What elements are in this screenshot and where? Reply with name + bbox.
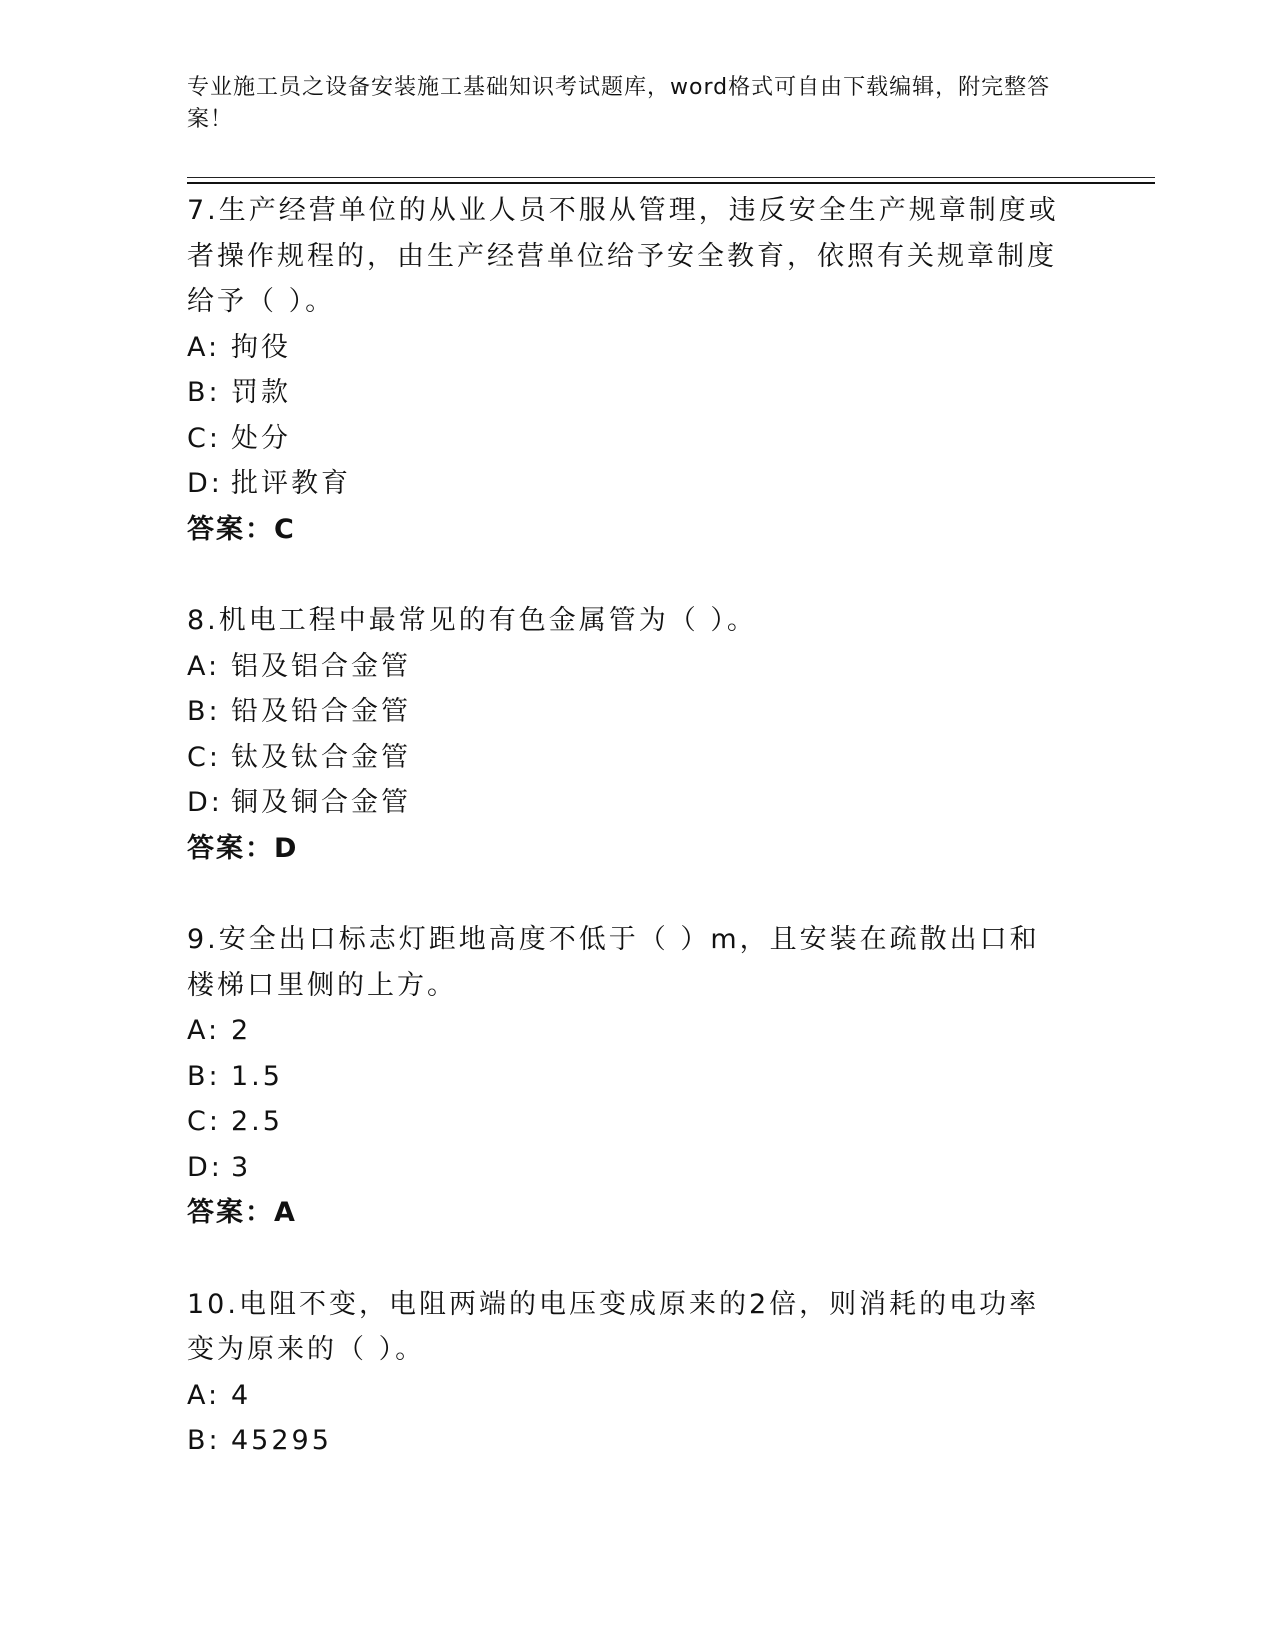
option-key: C: — [187, 741, 221, 773]
question-list — [187, 188, 1067, 1510]
option-d — [187, 461, 1067, 507]
option-key: B: — [187, 1425, 221, 1456]
option-value: 罚款 — [231, 377, 291, 408]
option-c — [187, 416, 1067, 462]
header-divider-thick — [187, 182, 1155, 184]
answer-value: D — [274, 832, 299, 864]
option-key: D: — [187, 468, 223, 499]
option-c — [187, 1099, 1067, 1145]
header-text: 专业施工员之设备安装施工基础知识考试题库，word格式可自由下载编辑，附完整答案！ — [187, 75, 1051, 132]
question-text: 9.安全出口标志灯距地高度不低于（ ）m，且安装在疏散出口和楼梯口里侧的上方。 — [187, 924, 1040, 1001]
option-a — [187, 325, 1067, 371]
option-value: 45295 — [231, 1425, 332, 1456]
option-key: D: — [187, 1151, 223, 1183]
document-header — [187, 72, 1067, 136]
answer-label: 答案： — [187, 832, 274, 864]
option-value: 铝及铝合金管 — [231, 650, 411, 682]
option-a — [187, 1373, 1067, 1419]
option-value: 拘役 — [231, 331, 291, 363]
question-text: 10.电阻不变，电阻两端的电压变成原来的2倍，则消耗的电功率变为原来的（ ）。 — [187, 1288, 1040, 1365]
answer-line — [187, 826, 1067, 872]
question-8 — [187, 598, 1067, 871]
option-key: B: — [187, 377, 221, 408]
option-d — [187, 780, 1067, 826]
option-b — [187, 1418, 1067, 1464]
question-text: 8.机电工程中最常见的有色金属管为（ ）。 — [187, 605, 757, 636]
option-a — [187, 644, 1067, 690]
option-key: A: — [187, 1379, 221, 1411]
option-c — [187, 735, 1067, 781]
answer-line — [187, 507, 1067, 553]
option-value: 钛及钛合金管 — [231, 741, 411, 773]
option-value: 处分 — [231, 422, 291, 454]
question-7 — [187, 188, 1067, 552]
answer-label: 答案： — [187, 1197, 274, 1228]
option-b — [187, 689, 1067, 735]
option-value: 4 — [231, 1379, 252, 1411]
option-b — [187, 1054, 1067, 1100]
option-key: C: — [187, 422, 221, 454]
option-key: C: — [187, 1106, 221, 1137]
option-value: 1.5 — [231, 1060, 283, 1092]
answer-label: 答案： — [187, 513, 274, 545]
question-9 — [187, 917, 1067, 1236]
question-text: 7.生产经营单位的从业人员不服从管理，违反安全生产规章制度或者操作规程的，由生产经营单位给予安全教育，依照有关规章制度给予（ ）。 — [187, 195, 1059, 317]
option-b — [187, 370, 1067, 416]
option-value: 2.5 — [231, 1106, 283, 1137]
option-key: B: — [187, 1060, 221, 1092]
answer-line — [187, 1190, 1067, 1236]
option-key: B: — [187, 696, 221, 727]
answer-value: A — [274, 1197, 297, 1228]
option-value: 批评教育 — [231, 468, 351, 499]
option-a — [187, 1008, 1067, 1054]
option-d — [187, 1145, 1067, 1191]
option-value: 铜及铜合金管 — [231, 787, 411, 818]
option-value: 3 — [231, 1151, 252, 1183]
option-key: A: — [187, 331, 221, 363]
option-key: A: — [187, 650, 221, 682]
answer-value: C — [274, 513, 296, 545]
option-value: 铅及铅合金管 — [231, 696, 411, 727]
question-10 — [187, 1282, 1067, 1464]
option-value: 2 — [231, 1015, 252, 1046]
option-key: D: — [187, 787, 223, 818]
option-key: A: — [187, 1015, 221, 1046]
header-divider-thin — [187, 177, 1155, 178]
